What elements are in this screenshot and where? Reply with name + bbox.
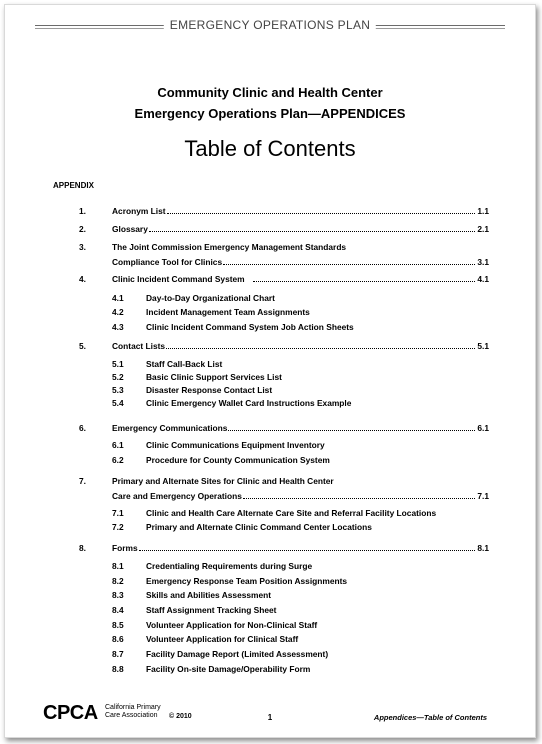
subentry-label: Staff Assignment Tracking Sheet [146,605,277,615]
toc-entry-page: 6.1 [477,423,489,433]
subentry-label: Basic Clinic Support Services List [146,372,282,382]
toc-entry-3-continued[interactable] [5,257,537,269]
subentry-label: Volunteer Application for Non-Clinical Staff [146,620,318,630]
subentry-number: 4.1 [112,293,124,303]
toc-subentry-6-2[interactable] [5,455,537,467]
subentry-number: 8.7 [112,649,124,659]
toc-entry-7-continued[interactable] [5,491,537,503]
dot-leader [139,550,476,551]
toc-entry-5[interactable] [5,341,537,353]
toc-subentry-7-1[interactable] [5,508,537,520]
toc-entry-page: 4.1 [477,274,489,284]
toc-entry-7[interactable] [5,476,537,488]
subentry-number: 8.3 [112,590,124,600]
toc-entry-label: Glossary [112,224,148,234]
subentry-label: Volunteer Application for Clinical Staff [146,634,299,644]
dot-leader [167,213,476,214]
toc-subentry-8-8[interactable] [5,664,537,676]
toc-entry-number: 2. [79,224,86,234]
toc-entry-8[interactable] [5,543,537,555]
toc-subentry-7-2[interactable] [5,522,537,534]
toc-entry-number: 3. [79,242,86,252]
subentry-number: 5.4 [112,398,124,408]
subentry-label: Disaster Response Contact List [146,385,273,395]
toc-subentry-5-4[interactable] [5,398,537,410]
toc-entry-label: Emergency Communications [112,423,228,433]
toc-entry-4[interactable] [5,274,537,286]
dot-leader [149,231,475,232]
toc-entry-number: 7. [79,476,86,486]
toc-entry-label: Compliance Tool for Clinics [112,257,223,267]
toc-subentry-5-3[interactable] [5,385,537,397]
toc-entry-page: 3.1 [477,257,489,267]
subentry-label: Incident Management Team Assignments [146,307,310,317]
toc-subentry-4-1[interactable] [5,293,537,305]
toc-subentry-4-2[interactable] [5,307,537,319]
subentry-label: Facility On-site Damage/Operability Form [146,664,311,674]
toc-entry-label: Acronym List [112,206,166,216]
subentry-number: 8.6 [112,634,124,644]
running-header [35,19,505,33]
toc-entry-page: 5.1 [477,341,489,351]
copyright-year: © 2010 [169,713,192,720]
toc-entry-2[interactable] [5,224,537,236]
toc-heading: Table of Contents [184,136,356,161]
toc-entry-3[interactable] [5,242,537,254]
toc-subentry-5-2[interactable] [5,372,537,384]
subentry-label: Credentialing Requirements during Surge [146,561,313,571]
subentry-number: 7.2 [112,522,124,532]
toc-entry-label: Care and Emergency Operations [112,491,242,501]
dot-leader [243,498,475,499]
document-title-line2: Emergency Operations Plan—APPENDICES [134,106,406,121]
page-number: 1 [267,713,273,722]
subentry-number: 8.4 [112,605,124,615]
subentry-number: 6.1 [112,440,124,450]
subentry-number: 6.2 [112,455,124,465]
toc-entry-label: Primary and Alternate Sites for Clinic and Health Center [112,476,334,486]
toc-entry-number: 8. [79,543,86,553]
document-title-line1: Community Clinic and Health Center [157,85,383,100]
subentry-number: 8.1 [112,561,124,571]
toc-subentry-8-6[interactable] [5,634,537,646]
subentry-label: Skills and Abilities Assessment [146,590,272,600]
subentry-label: Day-to-Day Organizational Chart [146,293,275,303]
document-page [4,4,536,738]
toc-subentry-8-3[interactable] [5,590,537,602]
toc-subentry-4-3[interactable] [5,322,537,334]
toc-entry-6[interactable] [5,423,537,435]
dot-leader [223,264,475,265]
subentry-number: 8.5 [112,620,124,630]
subentry-number: 4.3 [112,322,124,332]
toc-entry-label: Clinic Incident Command System [112,274,245,284]
toc-subentry-8-2[interactable] [5,576,537,588]
toc-entry-label: Contact Lists [112,341,166,351]
dot-leader [253,281,476,282]
running-header-text: EMERGENCY OPERATIONS PLAN [164,18,376,32]
toc-entry-page: 8.1 [477,543,489,553]
toc-entry-page: 1.1 [477,206,489,216]
subentry-number: 8.8 [112,664,124,674]
toc-entry-number: 5. [79,341,86,351]
toc-entry-page: 7.1 [477,491,489,501]
toc-subentry-8-5[interactable] [5,620,537,632]
toc-entry-page: 2.1 [477,224,489,234]
organization-name-line1: California Primary [105,704,161,711]
subentry-label: Clinic and Health Care Alternate Care Site and Referral Facility Locations [146,508,437,518]
toc-subentry-6-1[interactable] [5,440,537,452]
toc-entry-number: 6. [79,423,86,433]
appendix-label: APPENDIX [53,181,94,190]
toc-subentry-5-1[interactable] [5,359,537,371]
dot-leader [166,348,475,349]
toc-subentry-8-1[interactable] [5,561,537,573]
subentry-number: 7.1 [112,508,124,518]
toc-entry-number: 1. [79,206,86,216]
subentry-label: Emergency Response Team Position Assignments [146,576,348,586]
toc-entry-label: The Joint Commission Emergency Management Standards [112,242,347,252]
subentry-label: Clinic Communications Equipment Inventory [146,440,325,450]
subentry-number: 4.2 [112,307,124,317]
organization-name-line2: Care Association [105,712,158,719]
toc-entry-label: Forms [112,543,138,553]
footer-section-title: Appendices—Table of Contents [373,713,487,722]
subentry-label: Staff Call-Back List [146,359,223,369]
subentry-label: Facility Damage Report (Limited Assessment) [146,649,329,659]
cpca-logo: CPCA [43,702,98,724]
subentry-number: 5.2 [112,372,124,382]
subentry-label: Procedure for County Communication System [146,455,330,465]
subentry-label: Primary and Alternate Clinic Command Center Locations [146,522,372,532]
subentry-number: 5.1 [112,359,124,369]
toc-entry-number: 4. [79,274,86,284]
subentry-number: 5.3 [112,385,124,395]
dot-leader [228,430,475,431]
subentry-number: 8.2 [112,576,124,586]
toc-subentry-8-4[interactable] [5,605,537,617]
toc-subentry-8-7[interactable] [5,649,537,661]
subentry-label: Clinic Incident Command System Job Action Sheets [146,322,354,332]
toc-entry-1[interactable] [5,206,537,218]
subentry-label: Clinic Emergency Wallet Card Instructions Example [146,398,352,408]
